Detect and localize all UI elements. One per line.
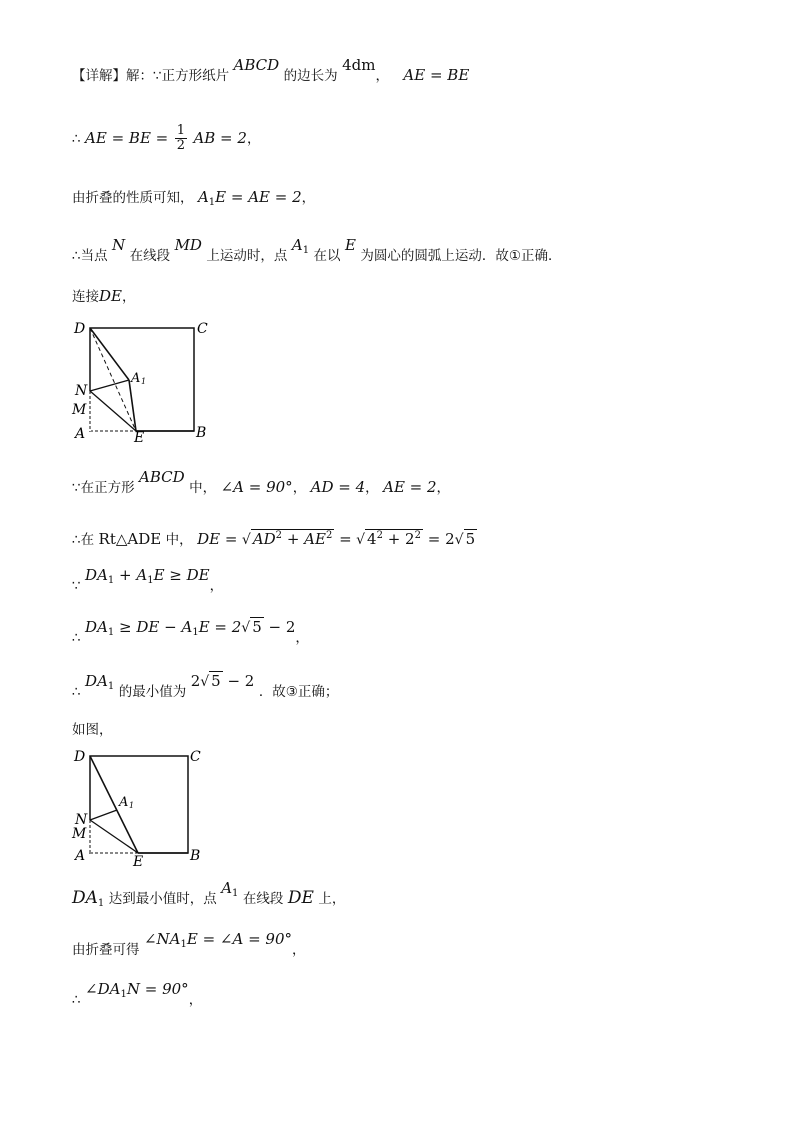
label-m: M	[72, 826, 87, 842]
line-12: $DA_1$ 达到最小值时，点 $A^1$ 在线段 DE 上，	[72, 879, 346, 909]
label-a: A	[75, 426, 86, 442]
line-10: ∴ $DA^1$ 的最小值为 2√ 5 − 2 ．故③正确；	[72, 672, 339, 700]
label-e: E	[134, 430, 145, 446]
line-5: 连接DE，	[72, 287, 136, 305]
figure-1	[70, 318, 220, 448]
figure-2	[70, 744, 220, 872]
line-3: 由折叠的性质可知， $A_1E$ = AE = 2，	[72, 188, 316, 208]
line-8: ∵ $DA^1 + A^1E$ ≥ DE，	[72, 566, 224, 594]
line-9: ∴ $DA^1$ ≥ DE − $A^1E = 2√$ 5 − 2，	[72, 618, 309, 646]
label-d: D	[74, 321, 86, 337]
line-14: ∴ $\angle DA^1N = 90^\circ$，	[72, 980, 203, 1008]
line-6: ∵在正方形 ABCD 中， ∠A = 90°， AD = 4， AE = 2，	[72, 468, 451, 496]
bracket-label: 【详解】	[72, 68, 126, 84]
label-c: C	[197, 321, 208, 337]
label-n: N	[75, 812, 88, 828]
label-d: D	[74, 749, 86, 765]
label-b: B	[196, 425, 207, 441]
line-1: 【详解】解：∵正方形纸片 ABCD 的边长为 4dm， AE = BE	[72, 56, 470, 84]
label-a1: A	[131, 371, 141, 386]
line-13: 由折叠可得 $\angle NA^1E$ = ∠A = 90°，	[72, 930, 306, 958]
line-7: ∴在 Rt△ADE 中， DE = √ $AD^2 + AE^2$ = √ $4^2 + 2^2 = 2√$ 5	[72, 530, 476, 548]
svg-text:1: 1	[129, 801, 135, 810]
svg-text:1: 1	[141, 377, 147, 386]
line-4: ∴当点 N 在线段 MD 上运动时，点 $A^1$ 在以 E 为圆心的圆弧上运动．故①正确．	[72, 236, 562, 264]
square-abcd	[90, 756, 188, 853]
label-n: N	[75, 383, 88, 399]
fraction: $\frac{1}{2}$	[176, 123, 185, 154]
label-b: B	[190, 848, 201, 864]
label-c: C	[190, 749, 201, 765]
label-m: M	[72, 402, 87, 418]
label-a1: A	[119, 795, 129, 810]
line-11: 如图，	[72, 722, 113, 738]
label-e: E	[133, 854, 144, 870]
label-a: A	[75, 848, 86, 864]
line-2: ∴ AE = BE = $\frac{1}{2}$ AB = 2，	[72, 123, 261, 154]
